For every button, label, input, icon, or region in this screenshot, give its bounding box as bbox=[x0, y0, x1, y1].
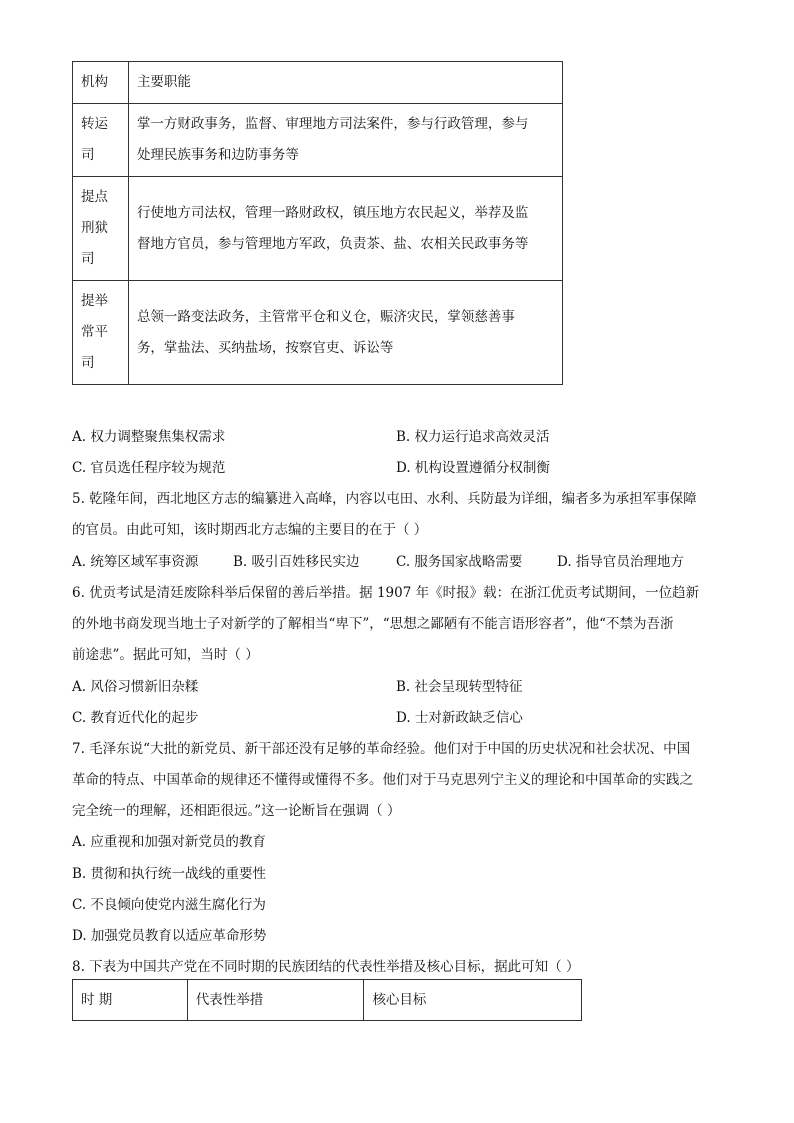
ethnic-unity-table bbox=[72, 979, 582, 1021]
q6-option-c[interactable]: C. 教育近代化的起步 bbox=[72, 710, 199, 726]
header-cell-period: 时 期 bbox=[73, 980, 188, 1021]
header-cell-measures: 代表性举措 bbox=[187, 980, 364, 1021]
q7-option-b[interactable]: B. 贯彻和执行统一战线的重要性 bbox=[72, 866, 267, 882]
q7-stem-line: 7. 毛泽东说“大批的新党员、新干部还没有足够的革命经验。他们对于中国的历史状况和社会状况、中国 bbox=[72, 741, 691, 757]
org-cell bbox=[73, 177, 129, 281]
duty-cell bbox=[128, 177, 562, 281]
duty-line: 务，掌盐法、买纳盐场，按察官吏、诉讼等 bbox=[136, 339, 394, 356]
table-header-row bbox=[73, 980, 582, 1021]
q6-option-d[interactable]: D. 士对新政缺乏信心 bbox=[396, 710, 523, 726]
q6-option-b[interactable]: B. 社会呈现转型特征 bbox=[396, 679, 523, 695]
q7-option-a[interactable]: A. 应重视和加强对新党员的教育 bbox=[72, 834, 266, 850]
org-line: 提点 bbox=[81, 189, 108, 205]
q7-stem-line: 完全统一的理解，还相距很远。”这一论断旨在强调（ ） bbox=[72, 803, 401, 819]
q5-option-b[interactable]: B. 吸引百姓移民实边 bbox=[233, 554, 360, 570]
org-cell bbox=[73, 281, 129, 385]
org-line: 转运 bbox=[81, 116, 108, 132]
header-cell-institution: 机构 bbox=[73, 62, 129, 104]
q5-stem-line: 的官员。由此可知，该时期西北方志编的主要目的在于（ ） bbox=[72, 522, 428, 538]
q7-option-d[interactable]: D. 加强党员教育以适应革命形势 bbox=[72, 928, 267, 944]
q6-stem-line: 前途悲”。据此可知，当时（ ） bbox=[72, 647, 259, 663]
q4-option-b[interactable]: B. 权力运行追求高效灵活 bbox=[396, 429, 550, 445]
q7-stem-line: 革命的特点、中国革命的规律还不懂得或懂得不多。他们对于马克思列宁主义的理论和中国革命的实践之 bbox=[72, 772, 693, 788]
duty-line: 行使地方司法权，管理一路财政权，镇压地方农民起义，举荐及监 bbox=[136, 204, 529, 221]
org-line: 司 bbox=[81, 251, 95, 267]
q5-option-c[interactable]: C. 服务国家战略需要 bbox=[396, 554, 523, 570]
header-cell-goal: 核心目标 bbox=[364, 980, 582, 1021]
org-line: 提举 bbox=[81, 293, 108, 309]
q6-option-a[interactable]: A. 风俗习惯新旧杂糅 bbox=[72, 679, 199, 695]
q4-option-a[interactable]: A. 权力调整聚焦集权需求 bbox=[72, 429, 226, 445]
q6-stem-line: 的外地书商发现当地士子对新学的了解相当“卑下”，“思想之鄙陋有不能言语形容者”，他“不禁为吾浙 bbox=[72, 616, 674, 632]
q6-stem-line: 6. 优贡考试是清廷废除科举后保留的善后举措。据 1907 年《时报》载：在浙江优贡考试期间，一位趋新 bbox=[72, 585, 700, 601]
org-cell bbox=[73, 104, 129, 177]
q4-option-c[interactable]: C. 官员选任程序较为规范 bbox=[72, 460, 226, 476]
q5-option-d[interactable]: D. 指导官员治理地方 bbox=[557, 554, 684, 570]
org-line: 刑狱 bbox=[81, 220, 108, 236]
org-line: 司 bbox=[81, 355, 95, 371]
duty-line: 总领一路变法政务，主管常平仓和义仓，赈济灾民，掌领慈善事 bbox=[136, 308, 515, 325]
table-row bbox=[73, 281, 563, 385]
q7-option-c[interactable]: C. 不良倾向使党内滋生腐化行为 bbox=[72, 897, 266, 913]
duty-line: 掌一方财政事务，监督、审理地方司法案件，参与行政管理，参与 bbox=[136, 116, 529, 132]
q5-option-a[interactable]: A. 统筹区域军事资源 bbox=[72, 554, 199, 570]
duty-line: 处理民族事务和边防事务等 bbox=[136, 147, 299, 163]
q8-stem: 8. 下表为中国共产党在不同时期的民族团结的代表性举措及核心目标，据此可知（ ） bbox=[72, 959, 580, 975]
q5-stem-line: 5. 乾隆年间，西北地区方志的编纂进入高峰，内容以屯田、水利、兵防最为详细，编者多为承担军事保障 bbox=[72, 491, 697, 507]
org-line: 司 bbox=[81, 147, 95, 163]
duty-cell bbox=[128, 104, 562, 177]
table-row bbox=[73, 177, 563, 281]
institution-table bbox=[72, 61, 563, 385]
org-line: 常平 bbox=[81, 324, 108, 340]
duty-cell bbox=[128, 281, 562, 385]
header-cell-duties: 主要职能 bbox=[128, 62, 562, 104]
table-header-row bbox=[73, 62, 563, 104]
q4-option-d[interactable]: D. 机构设置遵循分权制衡 bbox=[396, 460, 550, 476]
duty-line: 督地方官员，参与管理地方军政，负责茶、盐、农相关民政事务等 bbox=[136, 235, 529, 252]
table-row bbox=[73, 104, 563, 177]
